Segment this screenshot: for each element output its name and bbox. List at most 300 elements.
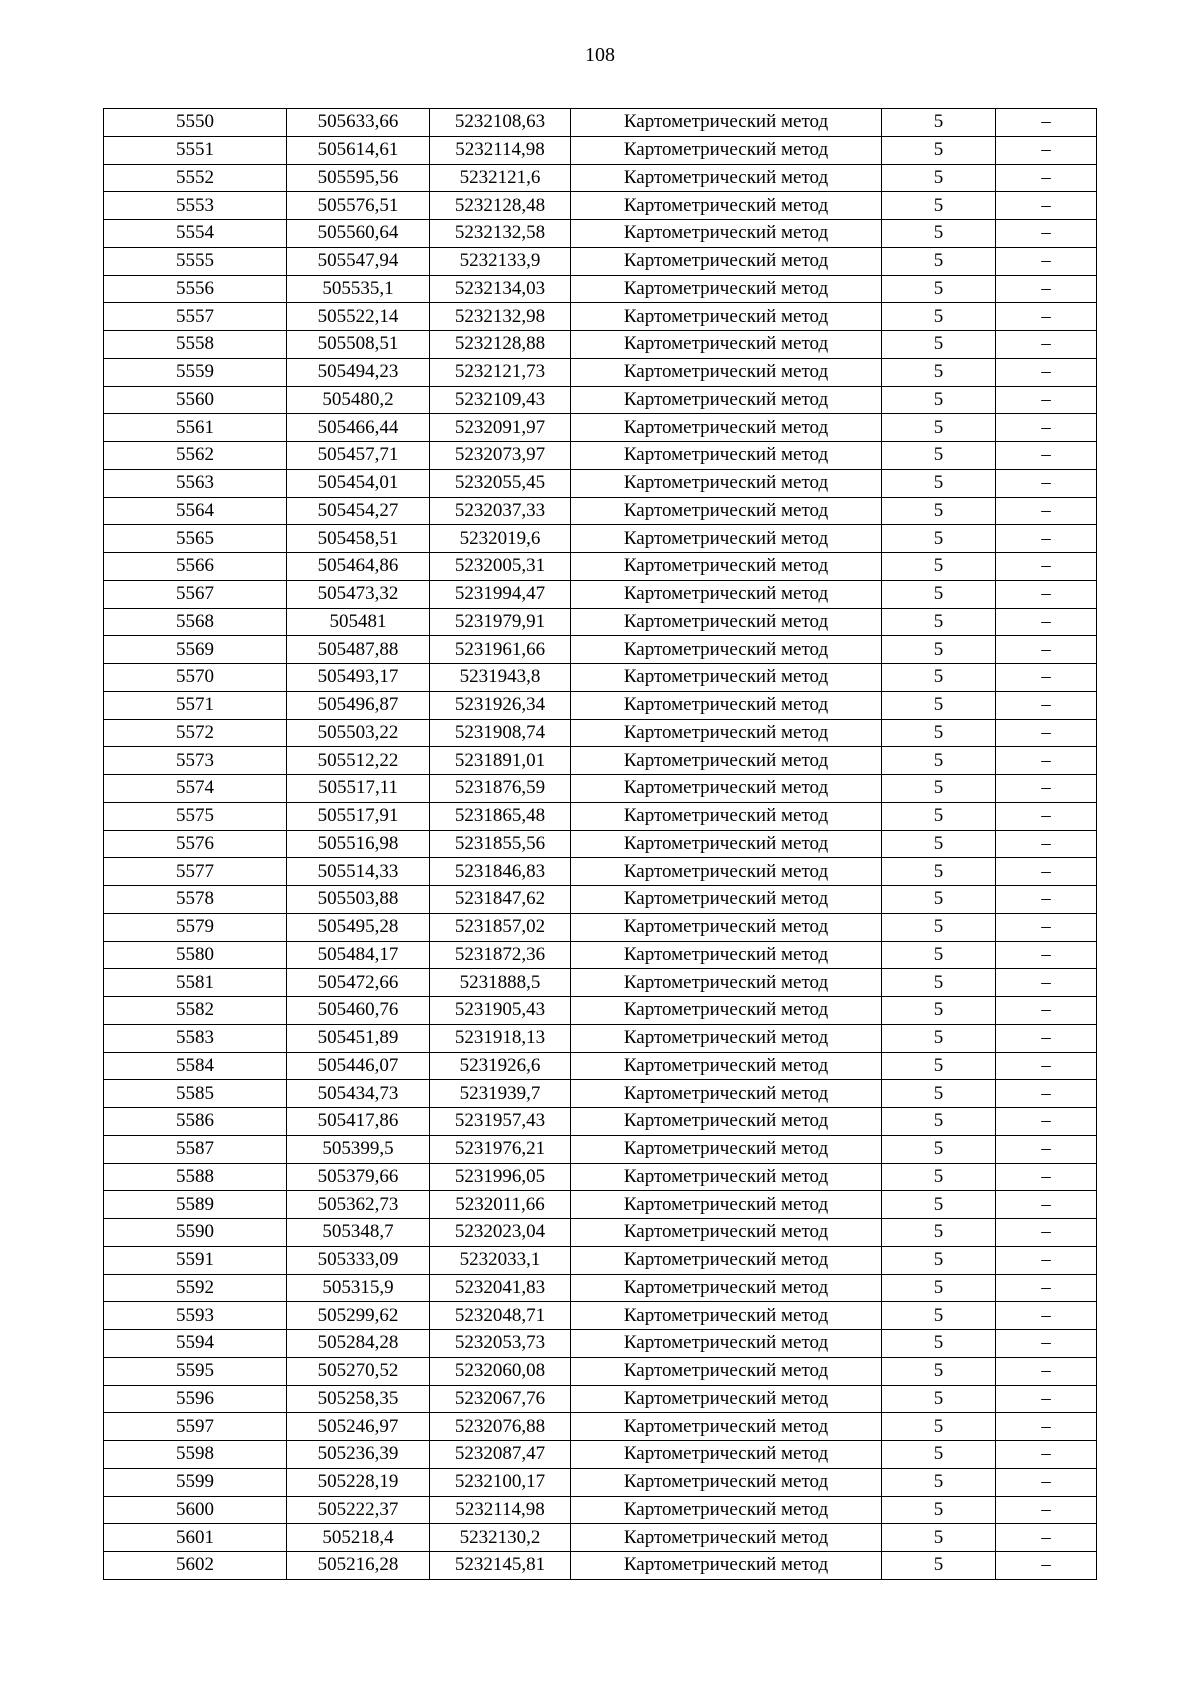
cell-note: – — [996, 1246, 1097, 1274]
cell-method: Картометрический метод — [571, 1080, 882, 1108]
table-row — [104, 469, 1097, 497]
cell-y: 5231855,56 — [430, 830, 571, 858]
cell-note: – — [996, 1108, 1097, 1136]
cell-precision: 5 — [882, 747, 996, 775]
cell-x: 505517,91 — [287, 802, 430, 830]
cell-note: – — [996, 136, 1097, 164]
cell-point: 5564 — [104, 497, 287, 525]
table-row — [104, 109, 1097, 137]
cell-y: 5232109,43 — [430, 386, 571, 414]
cell-note: – — [996, 247, 1097, 275]
cell-precision: 5 — [882, 636, 996, 664]
cell-x: 505299,62 — [287, 1302, 430, 1330]
table-row — [104, 997, 1097, 1025]
cell-precision: 5 — [882, 525, 996, 553]
cell-precision: 5 — [882, 1441, 996, 1469]
cell-point: 5586 — [104, 1108, 287, 1136]
cell-note: – — [996, 830, 1097, 858]
cell-point: 5577 — [104, 858, 287, 886]
cell-y: 5232114,98 — [430, 136, 571, 164]
cell-precision: 5 — [882, 1468, 996, 1496]
cell-note: – — [996, 1302, 1097, 1330]
cell-x: 505236,39 — [287, 1441, 430, 1469]
table-row — [104, 608, 1097, 636]
cell-note: – — [996, 331, 1097, 359]
cell-x: 505547,94 — [287, 247, 430, 275]
table-row — [104, 691, 1097, 719]
cell-precision: 5 — [882, 1191, 996, 1219]
cell-note: – — [996, 164, 1097, 192]
cell-method: Картометрический метод — [571, 192, 882, 220]
cell-x: 505464,86 — [287, 553, 430, 581]
table-row — [104, 969, 1097, 997]
cell-note: – — [996, 497, 1097, 525]
cell-note: – — [996, 1080, 1097, 1108]
cell-precision: 5 — [882, 497, 996, 525]
cell-method: Картометрический метод — [571, 247, 882, 275]
table-row — [104, 802, 1097, 830]
cell-point: 5579 — [104, 913, 287, 941]
table-row — [104, 1552, 1097, 1580]
cell-precision: 5 — [882, 830, 996, 858]
cell-method: Картометрический метод — [571, 1219, 882, 1247]
cell-method: Картометрический метод — [571, 1191, 882, 1219]
cell-point: 5570 — [104, 664, 287, 692]
cell-method: Картометрический метод — [571, 386, 882, 414]
cell-x: 505514,33 — [287, 858, 430, 886]
cell-precision: 5 — [882, 164, 996, 192]
cell-y: 5231979,91 — [430, 608, 571, 636]
cell-point: 5591 — [104, 1246, 287, 1274]
cell-method: Картометрический метод — [571, 636, 882, 664]
cell-precision: 5 — [882, 719, 996, 747]
cell-y: 5231908,74 — [430, 719, 571, 747]
cell-precision: 5 — [882, 913, 996, 941]
cell-precision: 5 — [882, 997, 996, 1025]
cell-method: Картометрический метод — [571, 1496, 882, 1524]
cell-method: Картометрический метод — [571, 691, 882, 719]
cell-x: 505576,51 — [287, 192, 430, 220]
cell-x: 505218,4 — [287, 1524, 430, 1552]
cell-precision: 5 — [882, 247, 996, 275]
cell-y: 5231996,05 — [430, 1163, 571, 1191]
cell-point: 5566 — [104, 553, 287, 581]
cell-y: 5232121,6 — [430, 164, 571, 192]
cell-y: 5232053,73 — [430, 1330, 571, 1358]
cell-x: 505348,7 — [287, 1219, 430, 1247]
cell-y: 5231918,13 — [430, 1024, 571, 1052]
cell-y: 5232067,76 — [430, 1385, 571, 1413]
table-row — [104, 1052, 1097, 1080]
cell-y: 5231857,02 — [430, 913, 571, 941]
cell-precision: 5 — [882, 442, 996, 470]
cell-method: Картометрический метод — [571, 1385, 882, 1413]
cell-point: 5594 — [104, 1330, 287, 1358]
cell-note: – — [996, 802, 1097, 830]
table-row — [104, 1274, 1097, 1302]
cell-point: 5558 — [104, 331, 287, 359]
cell-precision: 5 — [882, 1552, 996, 1580]
cell-precision: 5 — [882, 1302, 996, 1330]
cell-precision: 5 — [882, 1219, 996, 1247]
cell-y: 5232133,9 — [430, 247, 571, 275]
table-row — [104, 1385, 1097, 1413]
cell-x: 505495,28 — [287, 913, 430, 941]
table-row — [104, 913, 1097, 941]
cell-method: Картометрический метод — [571, 997, 882, 1025]
cell-y: 5231961,66 — [430, 636, 571, 664]
table-row — [104, 136, 1097, 164]
cell-x: 505503,88 — [287, 886, 430, 914]
table-row — [104, 414, 1097, 442]
cell-method: Картометрический метод — [571, 1330, 882, 1358]
table-row — [104, 1496, 1097, 1524]
cell-point: 5562 — [104, 442, 287, 470]
cell-x: 505614,61 — [287, 136, 430, 164]
cell-point: 5600 — [104, 1496, 287, 1524]
cell-note: – — [996, 1135, 1097, 1163]
cell-x: 505333,09 — [287, 1246, 430, 1274]
cell-method: Картометрический метод — [571, 469, 882, 497]
cell-precision: 5 — [882, 608, 996, 636]
cell-point: 5583 — [104, 1024, 287, 1052]
cell-precision: 5 — [882, 136, 996, 164]
table-row — [104, 1246, 1097, 1274]
cell-point: 5578 — [104, 886, 287, 914]
cell-y: 5231876,59 — [430, 775, 571, 803]
cell-point: 5552 — [104, 164, 287, 192]
cell-x: 505484,17 — [287, 941, 430, 969]
table-row — [104, 303, 1097, 331]
cell-point: 5598 — [104, 1441, 287, 1469]
cell-point: 5565 — [104, 525, 287, 553]
cell-y: 5231905,43 — [430, 997, 571, 1025]
cell-note: – — [996, 747, 1097, 775]
cell-y: 5232023,04 — [430, 1219, 571, 1247]
cell-x: 505493,17 — [287, 664, 430, 692]
cell-point: 5555 — [104, 247, 287, 275]
table-row — [104, 1302, 1097, 1330]
table-row — [104, 442, 1097, 470]
cell-precision: 5 — [882, 1052, 996, 1080]
cell-point: 5596 — [104, 1385, 287, 1413]
table-row — [104, 192, 1097, 220]
cell-x: 505595,56 — [287, 164, 430, 192]
page-number: 108 — [585, 44, 615, 66]
cell-note: – — [996, 386, 1097, 414]
cell-x: 505512,22 — [287, 747, 430, 775]
cell-note: – — [996, 1357, 1097, 1385]
cell-y: 5231891,01 — [430, 747, 571, 775]
cell-point: 5573 — [104, 747, 287, 775]
cell-method: Картометрический метод — [571, 747, 882, 775]
cell-note: – — [996, 775, 1097, 803]
cell-point: 5580 — [104, 941, 287, 969]
cell-precision: 5 — [882, 331, 996, 359]
cell-precision: 5 — [882, 358, 996, 386]
cell-precision: 5 — [882, 192, 996, 220]
cell-precision: 5 — [882, 969, 996, 997]
cell-x: 505222,37 — [287, 1496, 430, 1524]
cell-precision: 5 — [882, 414, 996, 442]
cell-point: 5592 — [104, 1274, 287, 1302]
cell-precision: 5 — [882, 1163, 996, 1191]
cell-method: Картометрический метод — [571, 1052, 882, 1080]
cell-method: Картометрический метод — [571, 886, 882, 914]
cell-x: 505508,51 — [287, 331, 430, 359]
cell-point: 5593 — [104, 1302, 287, 1330]
cell-precision: 5 — [882, 664, 996, 692]
cell-method: Картометрический метод — [571, 775, 882, 803]
cell-note: – — [996, 275, 1097, 303]
cell-method: Картометрический метод — [571, 109, 882, 137]
table-row — [104, 1357, 1097, 1385]
cell-y: 5232055,45 — [430, 469, 571, 497]
cell-note: – — [996, 608, 1097, 636]
cell-precision: 5 — [882, 1496, 996, 1524]
cell-note: – — [996, 691, 1097, 719]
cell-y: 5231846,83 — [430, 858, 571, 886]
cell-precision: 5 — [882, 1385, 996, 1413]
cell-precision: 5 — [882, 1024, 996, 1052]
cell-precision: 5 — [882, 1108, 996, 1136]
cell-x: 505481 — [287, 608, 430, 636]
table-row — [104, 358, 1097, 386]
cell-method: Картометрический метод — [571, 442, 882, 470]
cell-method: Картометрический метод — [571, 1274, 882, 1302]
cell-point: 5563 — [104, 469, 287, 497]
cell-method: Картометрический метод — [571, 414, 882, 442]
cell-x: 505228,19 — [287, 1468, 430, 1496]
cell-note: – — [996, 1024, 1097, 1052]
table-row — [104, 247, 1097, 275]
cell-method: Картометрический метод — [571, 913, 882, 941]
cell-note: – — [996, 1385, 1097, 1413]
cell-note: – — [996, 442, 1097, 470]
table-row — [104, 1468, 1097, 1496]
table-row — [104, 636, 1097, 664]
cell-method: Картометрический метод — [571, 1163, 882, 1191]
cell-point: 5557 — [104, 303, 287, 331]
cell-note: – — [996, 969, 1097, 997]
table-row — [104, 1135, 1097, 1163]
cell-point: 5556 — [104, 275, 287, 303]
cell-y: 5232145,81 — [430, 1552, 571, 1580]
table-row — [104, 664, 1097, 692]
cell-x: 505451,89 — [287, 1024, 430, 1052]
cell-precision: 5 — [882, 1330, 996, 1358]
cell-x: 505454,27 — [287, 497, 430, 525]
cell-precision: 5 — [882, 1246, 996, 1274]
cell-precision: 5 — [882, 303, 996, 331]
cell-point: 5581 — [104, 969, 287, 997]
cell-y: 5231926,34 — [430, 691, 571, 719]
cell-method: Картометрический метод — [571, 1246, 882, 1274]
cell-point: 5571 — [104, 691, 287, 719]
cell-method: Картометрический метод — [571, 1108, 882, 1136]
cell-point: 5574 — [104, 775, 287, 803]
cell-point: 5587 — [104, 1135, 287, 1163]
table-row — [104, 719, 1097, 747]
cell-x: 505458,51 — [287, 525, 430, 553]
cell-point: 5559 — [104, 358, 287, 386]
cell-method: Картометрический метод — [571, 331, 882, 359]
cell-note: – — [996, 1468, 1097, 1496]
cell-point: 5589 — [104, 1191, 287, 1219]
cell-method: Картометрический метод — [571, 525, 882, 553]
cell-y: 5231957,43 — [430, 1108, 571, 1136]
table-row — [104, 1163, 1097, 1191]
cell-method: Картометрический метод — [571, 497, 882, 525]
cell-method: Картометрический метод — [571, 358, 882, 386]
cell-point: 5582 — [104, 997, 287, 1025]
cell-y: 5232041,83 — [430, 1274, 571, 1302]
cell-y: 5231865,48 — [430, 802, 571, 830]
cell-method: Картометрический метод — [571, 1468, 882, 1496]
cell-precision: 5 — [882, 553, 996, 581]
cell-x: 505454,01 — [287, 469, 430, 497]
table-row — [104, 580, 1097, 608]
cell-point: 5590 — [104, 1219, 287, 1247]
cell-point: 5567 — [104, 580, 287, 608]
cell-method: Картометрический метод — [571, 553, 882, 581]
cell-note: – — [996, 941, 1097, 969]
cell-y: 5232121,73 — [430, 358, 571, 386]
cell-y: 5232108,63 — [430, 109, 571, 137]
cell-note: – — [996, 858, 1097, 886]
cell-x: 505560,64 — [287, 220, 430, 248]
table-row — [104, 830, 1097, 858]
cell-x: 505270,52 — [287, 1357, 430, 1385]
table-row — [104, 1413, 1097, 1441]
cell-y: 5232011,66 — [430, 1191, 571, 1219]
cell-point: 5584 — [104, 1052, 287, 1080]
cell-note: – — [996, 192, 1097, 220]
cell-method: Картометрический метод — [571, 969, 882, 997]
cell-x: 505466,44 — [287, 414, 430, 442]
cell-point: 5560 — [104, 386, 287, 414]
cell-method: Картометрический метод — [571, 802, 882, 830]
cell-note: – — [996, 1219, 1097, 1247]
cell-note: – — [996, 997, 1097, 1025]
cell-y: 5231847,62 — [430, 886, 571, 914]
cell-method: Картометрический метод — [571, 830, 882, 858]
cell-precision: 5 — [882, 691, 996, 719]
cell-precision: 5 — [882, 386, 996, 414]
table-row — [104, 941, 1097, 969]
cell-point: 5569 — [104, 636, 287, 664]
cell-method: Картометрический метод — [571, 136, 882, 164]
cell-point: 5575 — [104, 802, 287, 830]
cell-x: 505434,73 — [287, 1080, 430, 1108]
cell-precision: 5 — [882, 802, 996, 830]
cell-method: Картометрический метод — [571, 1413, 882, 1441]
cell-y: 5232132,58 — [430, 220, 571, 248]
cell-method: Картометрический метод — [571, 275, 882, 303]
table-row — [104, 331, 1097, 359]
cell-y: 5232132,98 — [430, 303, 571, 331]
cell-note: – — [996, 1274, 1097, 1302]
cell-precision: 5 — [882, 469, 996, 497]
table-row — [104, 164, 1097, 192]
cell-note: – — [996, 1552, 1097, 1580]
cell-point: 5551 — [104, 136, 287, 164]
cell-y: 5232073,97 — [430, 442, 571, 470]
cell-y: 5232005,31 — [430, 553, 571, 581]
cell-y: 5232037,33 — [430, 497, 571, 525]
table-row — [104, 220, 1097, 248]
cell-note: – — [996, 886, 1097, 914]
cell-note: – — [996, 913, 1097, 941]
cell-method: Картометрический метод — [571, 1524, 882, 1552]
cell-point: 5597 — [104, 1413, 287, 1441]
cell-point: 5554 — [104, 220, 287, 248]
cell-y: 5231994,47 — [430, 580, 571, 608]
cell-x: 505284,28 — [287, 1330, 430, 1358]
coordinates-table — [103, 108, 1097, 1580]
cell-x: 505457,71 — [287, 442, 430, 470]
cell-precision: 5 — [882, 109, 996, 137]
cell-x: 505535,1 — [287, 275, 430, 303]
cell-precision: 5 — [882, 941, 996, 969]
cell-point: 5553 — [104, 192, 287, 220]
cell-x: 505216,28 — [287, 1552, 430, 1580]
cell-note: – — [996, 1052, 1097, 1080]
cell-y: 5231943,8 — [430, 664, 571, 692]
table-row — [104, 386, 1097, 414]
cell-x: 505473,32 — [287, 580, 430, 608]
cell-x: 505516,98 — [287, 830, 430, 858]
cell-point: 5601 — [104, 1524, 287, 1552]
cell-y: 5231888,5 — [430, 969, 571, 997]
cell-point: 5550 — [104, 109, 287, 137]
cell-x: 505258,35 — [287, 1385, 430, 1413]
cell-note: – — [996, 664, 1097, 692]
cell-x: 505446,07 — [287, 1052, 430, 1080]
table-row — [104, 886, 1097, 914]
cell-x: 505246,97 — [287, 1413, 430, 1441]
cell-note: – — [996, 414, 1097, 442]
table-row — [104, 1191, 1097, 1219]
cell-x: 505522,14 — [287, 303, 430, 331]
cell-note: – — [996, 636, 1097, 664]
cell-y: 5231926,6 — [430, 1052, 571, 1080]
cell-y: 5232060,08 — [430, 1357, 571, 1385]
cell-point: 5561 — [104, 414, 287, 442]
cell-y: 5232128,48 — [430, 192, 571, 220]
cell-y: 5232091,97 — [430, 414, 571, 442]
cell-y: 5231976,21 — [430, 1135, 571, 1163]
table-body — [104, 109, 1097, 1580]
cell-x: 505460,76 — [287, 997, 430, 1025]
cell-note: – — [996, 525, 1097, 553]
cell-method: Картометрический метод — [571, 164, 882, 192]
cell-method: Картометрический метод — [571, 1024, 882, 1052]
cell-precision: 5 — [882, 775, 996, 803]
cell-point: 5588 — [104, 1163, 287, 1191]
cell-precision: 5 — [882, 858, 996, 886]
cell-method: Картометрический метод — [571, 941, 882, 969]
cell-note: – — [996, 1441, 1097, 1469]
cell-method: Картометрический метод — [571, 1357, 882, 1385]
cell-precision: 5 — [882, 886, 996, 914]
cell-precision: 5 — [882, 1274, 996, 1302]
cell-note: – — [996, 580, 1097, 608]
cell-x: 505494,23 — [287, 358, 430, 386]
cell-precision: 5 — [882, 1135, 996, 1163]
cell-y: 5231872,36 — [430, 941, 571, 969]
cell-x: 505496,87 — [287, 691, 430, 719]
